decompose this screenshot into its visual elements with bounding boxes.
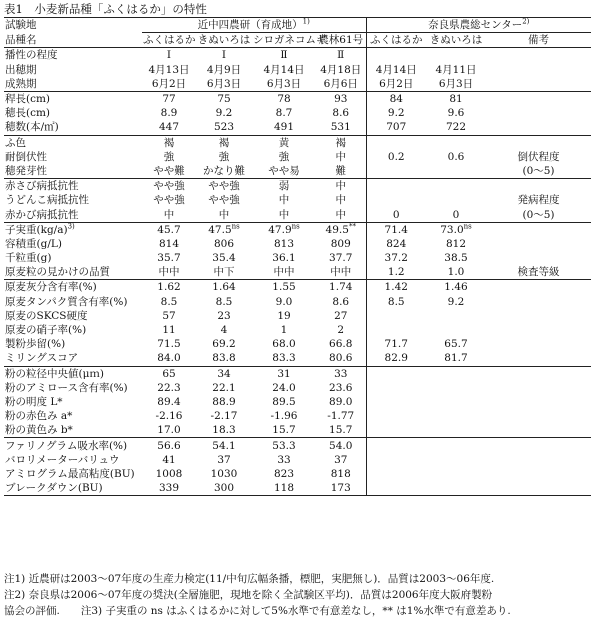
cell-value: 77 (142, 91, 196, 106)
cell-value: やや易 (268, 164, 300, 177)
cell-value (426, 453, 486, 467)
cell-value (426, 323, 486, 337)
cell-value: 19 (277, 309, 291, 322)
cell-value: 4月14日 (366, 63, 426, 77)
cell-value (366, 409, 426, 423)
row-label: 粉の黄色み b* (5, 424, 73, 437)
variety-header: ふくはるか (366, 33, 426, 48)
cell-value (366, 381, 426, 395)
cell-value: 6月3日 (438, 77, 474, 90)
row-remark (486, 77, 591, 92)
cell-value: 弱 (252, 179, 316, 194)
cell-value: Ⅰ (196, 48, 252, 63)
cell-value: 491 (273, 121, 295, 134)
table-row (4, 438, 591, 453)
table-row (4, 135, 591, 150)
table-row (4, 106, 591, 120)
cell-value: 0.6 (447, 150, 465, 163)
cell-value: 34 (196, 366, 252, 381)
cell-value: -2.16 (155, 410, 183, 423)
cell-value: 中 (278, 208, 290, 221)
cell-value: 0 (452, 208, 460, 221)
row-remark (486, 409, 591, 423)
row-label: アミログラム最高粘度(BU) (5, 467, 135, 480)
cell-value (426, 164, 486, 179)
cell-value: 173 (330, 482, 351, 495)
row-remark (486, 63, 591, 77)
cell-value: 24.0 (272, 381, 296, 394)
cell-value: 54.1 (196, 438, 252, 453)
cell-value: 4月18日 (320, 63, 362, 76)
cell-value (366, 395, 426, 409)
cell-value: 中中 (330, 266, 352, 279)
cell-value: 1.42 (366, 280, 426, 295)
cell-value: 4月9日 (206, 63, 242, 76)
row-remark: (0～5) (522, 208, 555, 221)
row-remark (486, 381, 591, 395)
cell-value: 23.6 (329, 381, 353, 394)
table-row (4, 120, 591, 135)
row-label: 稈長(cm) (4, 91, 142, 106)
variety-header: ふくはるか (143, 34, 196, 47)
table-row (4, 409, 591, 423)
cell-value: 80.6 (329, 352, 353, 365)
cell-value: 37.7 (329, 252, 353, 265)
cell-value: 強 (218, 150, 230, 163)
row-remark: 発病程度 (517, 194, 560, 207)
table-row (4, 295, 591, 309)
cell-value: 447 (158, 121, 180, 134)
cell-value: 6月2日 (366, 77, 426, 92)
cell-value: 83.3 (272, 352, 296, 365)
cell-value: 黄 (252, 135, 316, 150)
row-label: ブレークダウン(BU) (5, 482, 103, 495)
cell-value: 強 (278, 150, 290, 163)
row-remark (486, 91, 591, 106)
row-remark: (0～5) (522, 164, 555, 177)
row-remark (486, 337, 591, 351)
row-remark (486, 106, 591, 120)
cell-value: 6月2日 (151, 77, 187, 90)
cell-value: 71.7 (366, 337, 426, 351)
table-row (4, 150, 591, 164)
cell-value: 8.5 (366, 295, 426, 309)
cell-value: やや強 (208, 194, 240, 207)
row-label: 製粉歩留(%) (5, 338, 66, 351)
row-remark (486, 120, 591, 135)
table-row (4, 237, 591, 251)
cell-value: 82.9 (366, 351, 426, 366)
cell-value: 1030 (210, 467, 238, 480)
cell-value (426, 193, 486, 207)
cell-value: 1.46 (426, 280, 486, 295)
cell-value: 38.5 (444, 252, 468, 265)
row-remark (486, 481, 591, 496)
cell-value (366, 481, 426, 496)
cell-value: 1 (280, 324, 288, 337)
cell-value: 65.7 (444, 338, 468, 351)
cell-value: 1.55 (252, 280, 316, 295)
cell-value: 中 (278, 194, 290, 207)
cell-value: 812 (445, 237, 467, 250)
cell-value: -1.96 (270, 410, 298, 423)
row-label: 原麦のSKCS硬度 (5, 309, 88, 322)
cell-value: やや難 (153, 164, 185, 177)
cell-value (366, 164, 426, 179)
cell-value: 69.2 (212, 338, 236, 351)
cell-value (366, 423, 426, 438)
cell-value: 813 (273, 237, 295, 250)
row-remark (486, 222, 591, 237)
cell-value: 809 (330, 237, 351, 250)
cell-value (426, 179, 486, 194)
cell-value: 89.0 (329, 395, 353, 408)
header-row-variety (4, 33, 591, 48)
row-remark (486, 237, 591, 251)
cell-value: 8.7 (275, 107, 293, 120)
row-label: 千粒重(g) (5, 252, 52, 265)
row-remark (486, 323, 591, 337)
cell-value: 9.2 (447, 295, 465, 308)
cell-value (366, 48, 426, 63)
row-label: 原麦灰分含有率(%) (4, 280, 142, 295)
cell-value: 36.1 (272, 252, 296, 265)
cell-value: 8.9 (160, 107, 178, 120)
note-2: 注2) 奈良県は2006～07年度の奨決(全層施肥，現地を除く全試験区平均)．品質は2006年度大阪府製粉 (4, 589, 493, 601)
table-row (4, 395, 591, 409)
row-label: 赤かび病抵抗性 (5, 208, 79, 221)
table-row (4, 91, 591, 106)
cell-value (366, 366, 426, 381)
cell-value (366, 193, 426, 207)
cell-value (426, 481, 486, 496)
cell-value (426, 309, 486, 323)
cell-value: 35.4 (212, 252, 236, 265)
cell-value: 褐 (196, 135, 252, 150)
variety-label: 品種名 (5, 34, 37, 47)
cell-value: かなり難 (203, 164, 245, 177)
cell-value: 15.7 (272, 424, 296, 437)
row-remark: 検査等級 (517, 266, 560, 279)
cell-value: 27 (334, 309, 348, 322)
cell-value: 中中 (273, 266, 295, 279)
note-3: 協会の評価. 注3) 子実重の ns はふくはるかに対して5%水準で有意差なし，** は1%水準で有意差あり. (4, 605, 511, 617)
cell-value: 中中 (158, 266, 180, 279)
cell-value: 17.0 (157, 424, 181, 437)
cell-value: 83.8 (212, 352, 236, 365)
row-label: 粉の粒径中央値(μｍ) (4, 366, 142, 381)
row-label: 粉の明度 L* (5, 395, 63, 408)
cell-value: 49.5** (316, 222, 366, 237)
cell-value: 2 (337, 324, 345, 337)
cell-value (426, 438, 486, 453)
row-label: バロリメーターバリュウ (5, 453, 120, 466)
row-label: 子実重$(kg/a)^{3)}$ (4, 222, 142, 237)
cell-value: $47.5^{ns}$ (196, 222, 252, 237)
row-remark (486, 351, 591, 366)
row-remark (486, 48, 591, 63)
row-remark (486, 280, 591, 295)
cell-value: 41 (162, 453, 176, 466)
row-label: 原麦粒の見かけの品質 (5, 266, 110, 279)
cell-value: 31 (252, 366, 316, 381)
cell-value (366, 453, 426, 467)
cell-value: 23 (217, 309, 231, 322)
row-label: うどんこ病抵抗性 (5, 194, 89, 207)
table-row (4, 164, 591, 179)
cell-value: 68.0 (272, 338, 296, 351)
cell-value (426, 423, 486, 438)
cell-value: 4月13日 (148, 63, 190, 76)
table-body (4, 48, 591, 496)
row-remark (486, 453, 591, 467)
row-remark (486, 179, 591, 194)
cell-value (366, 467, 426, 481)
cell-value: 88.9 (212, 395, 236, 408)
cell-value: 37.2 (366, 251, 426, 265)
cell-value: 33 (316, 366, 366, 381)
cell-value: 22.1 (212, 381, 236, 394)
table-row (4, 280, 591, 295)
row-remark (486, 295, 591, 309)
cell-value: 15.7 (329, 424, 353, 437)
table-row (4, 467, 591, 481)
row-remark: 倒伏程度 (517, 150, 560, 163)
row-label: ファリノグラム吸水率(%) (4, 438, 142, 453)
cell-value: 8.5 (160, 295, 178, 308)
cell-value: $73.0^{ns}$ (426, 222, 486, 237)
cell-value: 93 (316, 91, 366, 106)
row-remark (486, 438, 591, 453)
cell-value: Ⅱ (316, 48, 366, 63)
cell-value: 1008 (155, 467, 183, 480)
cell-value: 118 (273, 482, 295, 495)
cell-value: 9.2 (215, 107, 233, 120)
cell-value: 824 (366, 237, 426, 251)
table-row (4, 366, 591, 381)
cell-value: 0.2 (366, 150, 426, 164)
row-label: 赤さび病抵抗性 (4, 179, 142, 194)
table-row (4, 351, 591, 366)
row-remark (486, 467, 591, 481)
cell-value: 75 (196, 91, 252, 106)
table-row (4, 193, 591, 207)
table-row (4, 337, 591, 351)
cell-value: 523 (213, 121, 235, 134)
cell-value: 84 (366, 91, 426, 106)
note-1: 注1) 近農研は2003～07年度の生産力検定(11/中旬広幅条播，標肥，実肥無し)．品質は2003～06年度. (4, 573, 495, 585)
row-label: 播性の程度 (4, 48, 142, 63)
cell-value: 722 (445, 121, 467, 134)
cell-value: 6月3日 (266, 77, 302, 90)
row-remark (486, 135, 591, 150)
cell-value: 89.5 (272, 395, 296, 408)
cell-value: 中下 (213, 266, 235, 279)
cell-value: 814 (158, 237, 180, 250)
table-row (4, 309, 591, 323)
cell-value (426, 366, 486, 381)
cell-value: 1.74 (316, 280, 366, 295)
cell-value: 56.6 (142, 438, 196, 453)
cell-value: 81 (426, 91, 486, 106)
cell-value: 褐 (142, 135, 196, 150)
cell-value (426, 409, 486, 423)
variety-characteristics-table (4, 17, 591, 496)
row-label: 容積重(g/L) (5, 237, 62, 250)
cell-value (366, 179, 426, 194)
row-remark (486, 423, 591, 438)
table-row (4, 381, 591, 395)
cell-value: 4 (220, 324, 228, 337)
kinki-site-header: 近中四農研（育成地）$^{1)}$ (142, 18, 366, 33)
row-label: 粉の赤色み a* (5, 410, 73, 423)
cell-value: 53.3 (252, 438, 316, 453)
table-row (4, 453, 591, 467)
cell-value: Ⅰ (142, 48, 196, 63)
row-label: 原麦タンパク質含有率(%) (5, 295, 128, 308)
variety-header: きぬいろは (197, 34, 251, 47)
cell-value: やや強 (196, 179, 252, 194)
cell-value: 中 (335, 208, 346, 221)
cell-value: 8.6 (332, 295, 350, 308)
row-remark (486, 309, 591, 323)
cell-value: やや強 (142, 179, 196, 194)
cell-value: 6月3日 (206, 77, 242, 90)
cell-value: 66.8 (329, 338, 353, 351)
cell-value: 4月11日 (435, 63, 477, 76)
table-row (4, 222, 591, 237)
site-label: 試験地 (5, 19, 37, 32)
cell-value: 818 (330, 467, 351, 480)
variety-header: 農林61号 (318, 34, 364, 47)
table-row (4, 48, 591, 63)
cell-value: 57 (162, 309, 176, 322)
cell-value: Ⅱ (252, 48, 316, 63)
table-row (4, 251, 591, 265)
cell-value: 褐 (316, 135, 366, 150)
cell-value: 300 (213, 482, 235, 495)
cell-value: 9.6 (447, 107, 465, 120)
table-caption: 表1 小麦新品種「ふくはるか」の特性 (4, 2, 207, 16)
cell-value (426, 467, 486, 481)
cell-value: 8.6 (332, 107, 350, 120)
cell-value (366, 323, 426, 337)
cell-value (426, 48, 486, 63)
cell-value: -1.77 (327, 410, 355, 423)
remarks-header: 備考 (528, 34, 549, 47)
cell-value: 難 (335, 164, 346, 177)
cell-value: 中 (218, 208, 230, 221)
cell-value: 37 (334, 453, 348, 466)
cell-value: 4月14日 (263, 63, 305, 76)
table-row (4, 265, 591, 280)
table-row (4, 207, 591, 222)
cell-value: 1.2 (366, 265, 426, 280)
table-row (4, 63, 591, 77)
cell-value: $47.9^{ns}$ (252, 222, 316, 237)
cell-value: 1.62 (142, 280, 196, 295)
cell-value: 中 (335, 194, 346, 207)
cell-value: 0 (366, 207, 426, 222)
table-row (4, 77, 591, 92)
row-label: ミリングスコア (5, 352, 79, 365)
cell-value: 35.7 (157, 252, 181, 265)
cell-value: 54.0 (316, 438, 366, 453)
cell-value: 37 (217, 453, 231, 466)
row-label: 耐倒伏性 (5, 150, 47, 163)
cell-value: 45.7 (142, 222, 196, 237)
cell-value: 中 (163, 208, 175, 221)
cell-value: 81.7 (444, 352, 468, 365)
row-label: 出穂期 (5, 63, 37, 76)
cell-value: 89.4 (157, 395, 181, 408)
cell-value: 823 (273, 467, 295, 480)
row-remark (486, 366, 591, 381)
cell-value (426, 395, 486, 409)
cell-value: 中 (316, 179, 366, 194)
cell-value: 8.5 (215, 295, 233, 308)
cell-value: 71.5 (157, 338, 181, 351)
cell-value: 22.3 (157, 381, 181, 394)
nara-site-header: 奈良県農総センター$^{2)}$ (366, 18, 591, 33)
cell-value: 1.0 (447, 266, 465, 279)
cell-value: 強 (163, 150, 175, 163)
cell-value: 65 (142, 366, 196, 381)
cell-value: 9.0 (275, 295, 293, 308)
cell-value: 707 (366, 120, 426, 135)
cell-value: 1.64 (196, 280, 252, 295)
row-label: 穂発芽性 (5, 164, 47, 177)
table-row (4, 323, 591, 337)
cell-value: 78 (252, 91, 316, 106)
cell-value (426, 135, 486, 150)
table-row (4, 481, 591, 496)
cell-value (366, 135, 426, 150)
table-row (4, 179, 591, 194)
variety-header: きぬいろは (429, 34, 483, 47)
cell-value: 6月6日 (323, 77, 358, 90)
cell-value: 531 (330, 121, 351, 134)
cell-value (426, 381, 486, 395)
row-label: 成熟期 (5, 77, 37, 90)
cell-value: 806 (213, 237, 235, 250)
cell-value: 339 (158, 482, 180, 495)
cell-value: 9.2 (366, 106, 426, 120)
cell-value: やや強 (153, 194, 185, 207)
row-label: ふ色 (4, 135, 142, 150)
row-label: 穂長(cm) (5, 107, 51, 120)
table-row (4, 423, 591, 438)
cell-value (366, 309, 426, 323)
cell-value: 中 (335, 150, 346, 163)
row-remark (486, 251, 591, 265)
header-row-site (4, 18, 591, 33)
variety-header: シロガネコムギ (253, 34, 327, 47)
row-label: 粉のアミロース含有率(%) (5, 381, 128, 394)
row-remark (486, 395, 591, 409)
cell-value: 18.3 (212, 424, 236, 437)
cell-value (366, 438, 426, 453)
row-label: 原麦の硝子率(%) (5, 324, 87, 337)
cell-value: 71.4 (366, 222, 426, 237)
cell-value: 84.0 (157, 352, 181, 365)
cell-value: -2.17 (210, 410, 238, 423)
row-label: 穂数(本/㎡) (5, 121, 59, 134)
cell-value: 11 (162, 324, 176, 337)
cell-value: 33 (277, 453, 291, 466)
